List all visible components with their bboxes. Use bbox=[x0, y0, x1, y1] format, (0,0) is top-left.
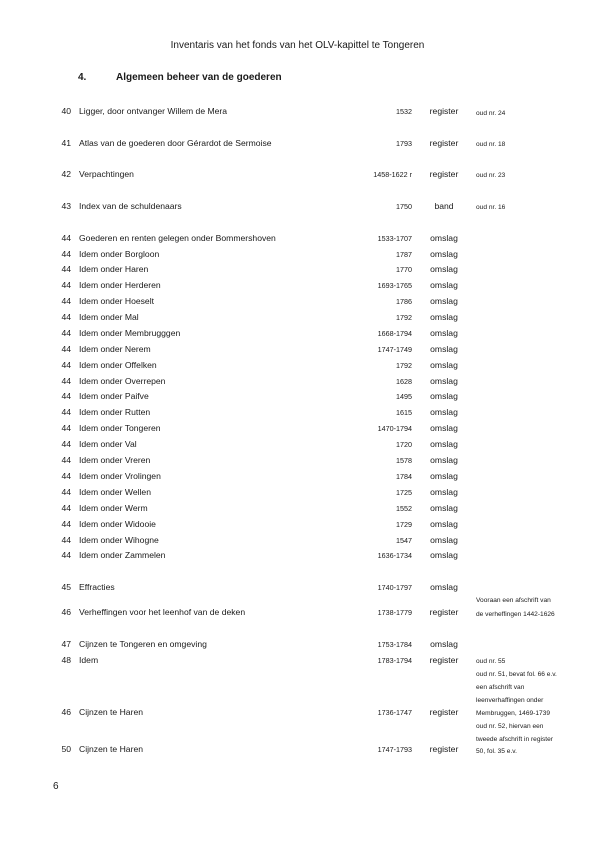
inventory-date: 1552 bbox=[396, 504, 412, 513]
inventory-row bbox=[0, 655, 595, 669]
inventory-date: 1495 bbox=[396, 392, 412, 401]
inventory-number: 44 bbox=[61, 233, 71, 243]
inventory-title: Idem onder Offelken bbox=[79, 360, 157, 370]
inventory-row bbox=[0, 280, 595, 294]
inventory-type: omslag bbox=[430, 376, 458, 386]
inventory-date: 1770 bbox=[396, 265, 412, 274]
inventory-title: Idem onder Membrugggen bbox=[79, 328, 181, 338]
inventory-number: 44 bbox=[61, 376, 71, 386]
note-line: oud nr. 16 bbox=[476, 204, 506, 211]
inventory-type: omslag bbox=[430, 360, 458, 370]
inventory-type: omslag bbox=[430, 439, 458, 449]
inventory-number: 48 bbox=[61, 655, 71, 665]
inventory-date: 1784 bbox=[396, 472, 412, 481]
inventory-title: Idem onder Val bbox=[79, 439, 137, 449]
inventory-type: omslag bbox=[430, 344, 458, 354]
inventory-date: 1747-1749 bbox=[377, 345, 412, 354]
inventory-row bbox=[0, 233, 595, 247]
inventory-date: 1738-1779 bbox=[377, 608, 412, 617]
inventory-date: 1792 bbox=[396, 361, 412, 370]
inventory-date: 1533-1707 bbox=[377, 234, 412, 243]
inventory-title: Effracties bbox=[79, 582, 115, 592]
inventory-type: register bbox=[429, 655, 459, 665]
inventory-title: Verheffingen voor het leenhof van de deken bbox=[79, 607, 246, 617]
inventory-type: register bbox=[429, 607, 459, 617]
inventory-title: Cijnzen te Haren bbox=[79, 744, 144, 754]
inventory-date: 1628 bbox=[396, 377, 412, 386]
inventory-number: 42 bbox=[61, 169, 71, 179]
inventory-number: 44 bbox=[61, 344, 71, 354]
inventory-type: omslag bbox=[430, 264, 458, 274]
inventory-title: Idem bbox=[79, 655, 99, 665]
inventory-date: 1729 bbox=[396, 520, 412, 529]
inventory-date: 1792 bbox=[396, 313, 412, 322]
inventory-date: 1615 bbox=[396, 408, 412, 417]
inventory-type: omslag bbox=[430, 423, 458, 433]
note-line: de verheffingen 1442-1626 bbox=[476, 611, 555, 618]
inventory-type: omslag bbox=[430, 328, 458, 338]
inventory-date: 1725 bbox=[396, 488, 412, 497]
inventory-number: 44 bbox=[61, 249, 71, 259]
inventory-type: omslag bbox=[430, 519, 458, 529]
inventory-row bbox=[0, 535, 595, 549]
inventory-number: 44 bbox=[61, 519, 71, 529]
inventory-number: 40 bbox=[61, 106, 71, 116]
inventory-type: band bbox=[434, 201, 454, 211]
inventory-number: 44 bbox=[61, 423, 71, 433]
inventory-date: 1693-1765 bbox=[377, 281, 412, 290]
inventory-date: 1793 bbox=[396, 139, 412, 148]
inventory-number: 44 bbox=[61, 296, 71, 306]
inventory-row bbox=[0, 106, 595, 120]
inventory-type: omslag bbox=[430, 639, 458, 649]
section-title: Algemeen beheer van de goederen bbox=[116, 72, 282, 83]
note-line: oud nr. 23 bbox=[476, 172, 506, 179]
inventory-title: Idem onder Nerem bbox=[79, 344, 151, 354]
inventory-date: 1532 bbox=[396, 107, 412, 116]
note-line: oud nr. 55 bbox=[476, 658, 506, 665]
inventory-title: Atlas van de goederen door Gérardot de Sermoise bbox=[79, 138, 272, 148]
inventory-number: 41 bbox=[61, 138, 71, 148]
inventory-type: omslag bbox=[430, 550, 458, 560]
inventory-date: 1720 bbox=[396, 440, 412, 449]
inventory-type: omslag bbox=[430, 391, 458, 401]
inventory-title: Idem onder Vreren bbox=[79, 455, 151, 465]
inventory-title: Index van de schuldenaars bbox=[79, 201, 182, 211]
page-header: Inventaris van het fonds van het OLV-kapittel te Tongeren bbox=[170, 40, 425, 51]
inventory-row bbox=[0, 423, 595, 437]
inventory-row bbox=[0, 296, 595, 310]
inventory-number: 44 bbox=[61, 487, 71, 497]
inventory-row bbox=[0, 455, 595, 469]
inventory-date: 1750 bbox=[396, 202, 412, 211]
inventory-number: 44 bbox=[61, 439, 71, 449]
inventory-number: 44 bbox=[61, 312, 71, 322]
inventory-title: Idem onder Borgloon bbox=[79, 249, 160, 259]
inventory-title: Idem onder Herderen bbox=[79, 280, 161, 290]
inventory-date: 1783-1794 bbox=[377, 656, 412, 665]
inventory-row bbox=[0, 328, 595, 342]
inventory-number: 44 bbox=[61, 264, 71, 274]
inventory-date: 1786 bbox=[396, 297, 412, 306]
inventory-title: Idem onder Wihogne bbox=[79, 535, 159, 545]
inventory-number: 44 bbox=[61, 328, 71, 338]
inventory-date: 1787 bbox=[396, 250, 412, 259]
inventory-row bbox=[0, 138, 595, 152]
inventory-row bbox=[0, 550, 595, 564]
inventory-row bbox=[0, 582, 595, 596]
inventory-number: 44 bbox=[61, 455, 71, 465]
inventory-type: omslag bbox=[430, 455, 458, 465]
inventory-row bbox=[0, 169, 595, 183]
note-line: 50, fol. 35 e.v. bbox=[476, 748, 517, 755]
note-line: tweede afschrift in register bbox=[476, 736, 553, 743]
inventory-type: omslag bbox=[430, 503, 458, 513]
inventory-number: 50 bbox=[61, 744, 71, 754]
inventory-date: 1470-1794 bbox=[377, 424, 412, 433]
inventory-title: Goederen en renten gelegen onder Bommershoven bbox=[79, 233, 276, 243]
inventory-type: register bbox=[429, 169, 459, 179]
inventory-row bbox=[0, 519, 595, 533]
inventory-type: omslag bbox=[430, 312, 458, 322]
inventory-date: 1753-1784 bbox=[377, 640, 412, 649]
inventory-number: 46 bbox=[61, 707, 71, 717]
inventory-number: 44 bbox=[61, 550, 71, 560]
inventory-row bbox=[0, 487, 595, 501]
inventory-title: Idem onder Paifve bbox=[79, 391, 149, 401]
inventory-row bbox=[0, 201, 595, 215]
inventory-type: register bbox=[429, 138, 459, 148]
inventory-title: Idem onder Mal bbox=[79, 312, 139, 322]
inventory-title: Cijnzen te Haren bbox=[79, 707, 144, 717]
inventory-row bbox=[0, 471, 595, 485]
inventory-number: 43 bbox=[61, 201, 71, 211]
inventory-row bbox=[0, 312, 595, 326]
inventory-type: omslag bbox=[430, 280, 458, 290]
note-line: oud nr. 52, hiervan een bbox=[476, 723, 544, 730]
note-line: Membruggen, 1469-1739 bbox=[476, 710, 551, 717]
inventory-title: Idem onder Widooie bbox=[79, 519, 156, 529]
inventory-title: Idem onder Tongeren bbox=[79, 423, 161, 433]
note-line: leenverhaffingen onder bbox=[476, 697, 544, 704]
inventory-number: 46 bbox=[61, 607, 71, 617]
note-line: oud nr. 51, bevat fol. 66 e.v. bbox=[476, 671, 557, 678]
inventory-row bbox=[0, 344, 595, 358]
inventory-row bbox=[0, 439, 595, 453]
inventory-row bbox=[0, 407, 595, 421]
inventory-title: Idem onder Overrepen bbox=[79, 376, 166, 386]
inventory-number: 47 bbox=[61, 639, 71, 649]
section-number: 4. bbox=[78, 72, 87, 83]
inventory-number: 44 bbox=[61, 535, 71, 545]
inventory-number: 44 bbox=[61, 391, 71, 401]
inventory-type: omslag bbox=[430, 233, 458, 243]
inventory-number: 44 bbox=[61, 503, 71, 513]
inventory-number: 44 bbox=[61, 280, 71, 290]
inventory-row bbox=[0, 391, 595, 405]
inventory-type: omslag bbox=[430, 487, 458, 497]
inventory-number: 45 bbox=[61, 582, 71, 592]
inventory-date: 1747-1793 bbox=[377, 745, 412, 754]
page-number: 6 bbox=[53, 781, 59, 792]
inventory-type: omslag bbox=[430, 535, 458, 545]
inventory-date: 1547 bbox=[396, 536, 412, 545]
inventory-title: Idem onder Rutten bbox=[79, 407, 151, 417]
inventory-title: Idem onder Werm bbox=[79, 503, 148, 513]
inventory-row bbox=[0, 249, 595, 263]
inventory-row bbox=[0, 360, 595, 374]
note-line: Vooraan een afschrift van bbox=[476, 597, 551, 604]
inventory-type: omslag bbox=[430, 582, 458, 592]
inventory-type: register bbox=[429, 707, 459, 717]
inventory-row bbox=[0, 639, 595, 653]
inventory-number: 44 bbox=[61, 407, 71, 417]
inventory-title: Idem onder Wellen bbox=[79, 487, 151, 497]
note-line: een afschrift van bbox=[476, 684, 525, 691]
note-line: oud nr. 24 bbox=[476, 110, 506, 117]
inventory-title: Idem onder Zammelen bbox=[79, 550, 166, 560]
inventory-title: Cijnzen te Tongeren en omgeving bbox=[79, 639, 207, 649]
inventory-date: 1740-1797 bbox=[377, 583, 412, 592]
inventory-title: Ligger, door ontvanger Willem de Mera bbox=[79, 106, 228, 116]
inventory-title: Idem onder Hoeselt bbox=[79, 296, 154, 306]
inventory-type: omslag bbox=[430, 407, 458, 417]
inventory-number: 44 bbox=[61, 360, 71, 370]
inventory-type: omslag bbox=[430, 249, 458, 259]
section-heading bbox=[78, 72, 282, 83]
inventory-title: Idem onder Vrolingen bbox=[79, 471, 161, 481]
inventory-date: 1578 bbox=[396, 456, 412, 465]
inventory-title: Verpachtingen bbox=[79, 169, 134, 179]
inventory-type: register bbox=[429, 744, 459, 754]
inventory-number: 44 bbox=[61, 471, 71, 481]
inventory-row bbox=[0, 503, 595, 517]
inventory-type: omslag bbox=[430, 471, 458, 481]
inventory-row bbox=[0, 264, 595, 278]
inventory-date: 1458-1622 r bbox=[373, 170, 412, 179]
inventory-type: omslag bbox=[430, 296, 458, 306]
inventory-date: 1736-1747 bbox=[377, 708, 412, 717]
inventory-title: Idem onder Haren bbox=[79, 264, 149, 274]
inventory-date: 1668-1794 bbox=[377, 329, 412, 338]
inventory-date: 1636-1734 bbox=[377, 551, 412, 560]
inventory-type: register bbox=[429, 106, 459, 116]
note-line: oud nr. 18 bbox=[476, 141, 506, 148]
inventory-row bbox=[0, 376, 595, 390]
